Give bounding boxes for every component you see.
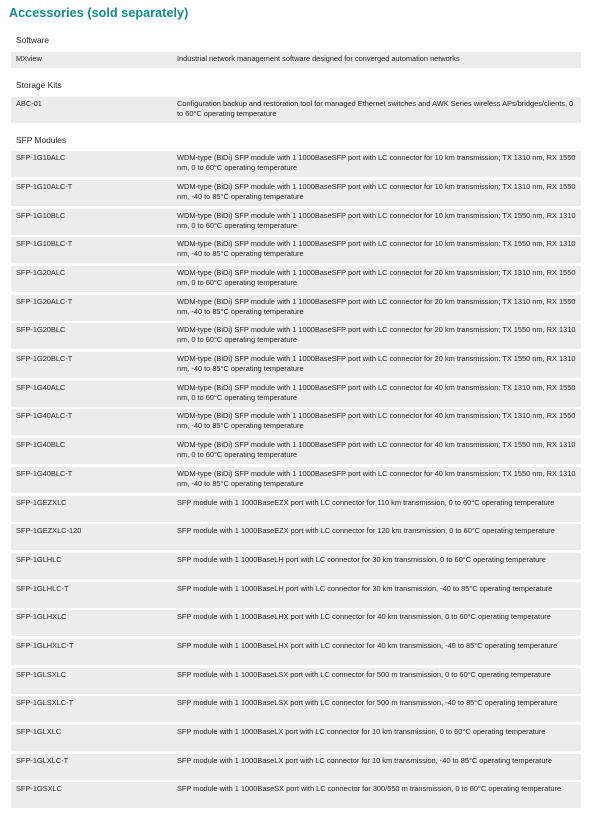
product-description: SFP module with 1 1000BaseLX port with LC connector for 10 km transmission, -40 to 85°C operating temperature <box>177 756 553 765</box>
product-name: SFP-1G20ALC <box>16 268 66 277</box>
table-row <box>11 582 581 608</box>
product-description: WDM-type (BiDi) SFP module with 1 1000BaseSFP port with LC connector for 40 km transmission; TX 1310 nm, RX 1550 nm, -40 to 85°C operating temperature <box>177 411 576 431</box>
table-row <box>11 352 581 378</box>
product-name: SFP-1GLHLC-T <box>16 584 69 593</box>
product-description: SFP module with 1 1000BaseLX port with LC connector for 10 km transmission, 0 to 60°C operating temperature <box>177 727 546 736</box>
product-description: WDM-type (BiDi) SFP module with 1 1000BaseSFP port with LC connector for 40 km transmission; TX 1550 nm, RX 1310 nm, 0 to 60°C operating temperature <box>177 440 576 460</box>
product-description: SFP module with 1 1000BaseEZX port with LC connector for 110 km transmission, 0 to 60°C operating temperature <box>177 498 555 507</box>
table-row <box>11 524 581 550</box>
product-description: WDM-type (BiDi) SFP module with 1 1000BaseSFP port with LC connector for 10 km transmission; TX 1310 nm, RX 1550 nm, -40 to 85°C operating temperature <box>177 182 576 202</box>
table-row <box>11 553 581 579</box>
product-description: SFP module with 1 1000BaseLSX port with LC connector for 500 m transmission, -40 to 85°C operating temperature <box>177 698 558 707</box>
table-row <box>11 467 581 493</box>
table-row <box>11 438 581 464</box>
product-description: SFP module with 1 1000BaseLH port with LC connector for 30 km transmission, 0 to 60°C operating temperature <box>177 555 546 564</box>
product-name: SFP-1G40ALC <box>16 383 66 392</box>
product-name: SFP-1G40BLC <box>16 440 66 449</box>
product-name: SFP-1G10BLC <box>16 211 66 220</box>
product-description: Industrial network management software designed for converged automation networks <box>177 54 460 63</box>
product-description: SFP module with 1 1000BaseLHX port with LC connector for 40 km transmission, 0 to 60°C operating temperature <box>177 612 551 621</box>
section-heading-storage-kits: Storage Kits <box>16 80 62 90</box>
table-row <box>11 668 581 694</box>
product-name: SFP-1G10ALC <box>16 153 66 162</box>
table-row <box>11 409 581 435</box>
page-title: Accessories (sold separately) <box>9 6 189 20</box>
table-row <box>11 381 581 407</box>
section-heading-sfp-modules: SFP Modules <box>16 135 67 145</box>
product-description: SFP module with 1 1000BaseLH port with LC connector for 30 km transmission, -40 to 85°C operating temperature <box>177 584 553 593</box>
product-name: SFP-1G20BLC <box>16 325 66 334</box>
table-row <box>11 151 581 177</box>
product-description: SFP module with 1 1000BaseSX port with LC connector for 300/550 m transmission, 0 to 60°C operating temperature <box>177 784 562 793</box>
product-name: SFP-1GLHLC <box>16 555 62 564</box>
product-description: SFP module with 1 1000BaseLSX port with LC connector for 500 m transmission, 0 to 60°C operating temperature <box>177 670 551 679</box>
product-name: SFP-1GLSXLC <box>16 670 67 679</box>
table-row <box>11 52 581 68</box>
product-description: WDM-type (BiDi) SFP module with 1 1000BaseSFP port with LC connector for 20 km transmission; TX 1550 nm, RX 1310 nm, -40 to 85°C operating temperature <box>177 354 576 374</box>
table-row <box>11 754 581 780</box>
product-description: SFP module with 1 1000BaseEZX port with LC connector for 120 km transmission, 0 to 60°C operating temperature <box>177 526 555 535</box>
product-description: Configuration backup and restoration tool for managed Ethernet switches and AWK Series wireless APs/bridges/clients, 0 to 60°C operating temperature <box>177 99 574 119</box>
product-name: SFP-1GLXLC <box>16 727 62 736</box>
product-name: ABC-01 <box>16 99 42 108</box>
table-row <box>11 782 581 808</box>
product-description: WDM-type (BiDi) SFP module with 1 1000BaseSFP port with LC connector for 40 km transmission; TX 1550 nm, RX 1310 nm, -40 to 85°C operating temperature <box>177 469 576 489</box>
product-name: SFP-1GLSXLC-T <box>16 698 74 707</box>
table-row <box>11 237 581 263</box>
product-name: SFP-1G40BLC-T <box>16 469 73 478</box>
product-name: SFP-1GLXLC-T <box>16 756 69 765</box>
product-name: SFP-1G40ALC-T <box>16 411 73 420</box>
table-row <box>11 725 581 751</box>
product-name: SFP-1GEZXLC <box>16 498 67 507</box>
table-row <box>11 496 581 522</box>
product-name: SFP-1GLHXLC-T <box>16 641 74 650</box>
product-name: SFP-1G10BLC-T <box>16 239 73 248</box>
product-name: SFP-1GSXLC <box>16 784 63 793</box>
section-heading-software: Software <box>16 35 50 45</box>
table-row <box>11 639 581 665</box>
product-name: MXview <box>16 54 42 63</box>
product-description: WDM-type (BiDi) SFP module with 1 1000BaseSFP port with LC connector for 20 km transmission; TX 1550 nm, RX 1310 nm, 0 to 60°C operating temperature <box>177 325 576 345</box>
product-name: SFP-1G10ALC-T <box>16 182 73 191</box>
product-description: WDM-type (BiDi) SFP module with 1 1000BaseSFP port with LC connector for 10 km transmission; TX 1310 nm, RX 1550 nm, 0 to 60°C operating temperature <box>177 153 576 173</box>
table-row <box>11 610 581 636</box>
table-row <box>11 180 581 206</box>
product-description: SFP module with 1 1000BaseLHX port with LC connector for 40 km transmission, -40 to 85°C operating temperature <box>177 641 558 650</box>
product-description: WDM-type (BiDi) SFP module with 1 1000BaseSFP port with LC connector for 10 km transmission; TX 1550 nm, RX 1310 nm, 0 to 60°C operating temperature <box>177 211 576 231</box>
product-description: WDM-type (BiDi) SFP module with 1 1000BaseSFP port with LC connector for 40 km transmission; TX 1310 nm, RX 1550 nm, 0 to 60°C operating temperature <box>177 383 576 403</box>
product-description: WDM-type (BiDi) SFP module with 1 1000BaseSFP port with LC connector for 20 km transmission; TX 1310 nm, RX 1550 nm, -40 to 85°C operating temperature <box>177 297 576 317</box>
table-row <box>11 323 581 349</box>
product-description: WDM-type (BiDi) SFP module with 1 1000BaseSFP port with LC connector for 20 km transmission; TX 1310 nm, RX 1550 nm, 0 to 60°C operating temperature <box>177 268 576 288</box>
product-name: SFP-1GLHXLC <box>16 612 67 621</box>
table-row <box>11 97 581 123</box>
table-row <box>11 266 581 292</box>
table-row <box>11 209 581 235</box>
product-name: SFP-1GEZXLC-120 <box>16 526 82 535</box>
table-row <box>11 295 581 321</box>
product-name: SFP-1G20ALC-T <box>16 297 73 306</box>
product-description: WDM-type (BiDi) SFP module with 1 1000BaseSFP port with LC connector for 10 km transmission; TX 1550 nm, RX 1310 nm, -40 to 85°C operating temperature <box>177 239 576 259</box>
product-name: SFP-1G20BLC-T <box>16 354 73 363</box>
table-row <box>11 696 581 722</box>
